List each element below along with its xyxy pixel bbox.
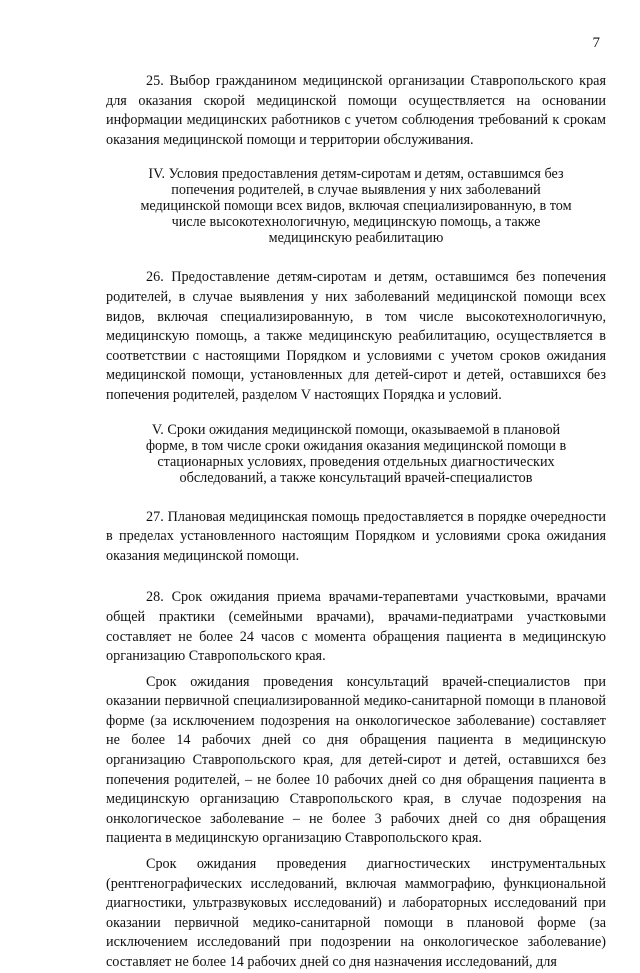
paragraph-28-diagnostics: Срок ожидания проведения диагностических инструментальных (рентгенографических исследований, включая маммографию, функциональной диагностики, ультразвуковых исследований) и лабораторных исследований при оказании первичной медико-санитарной помощи в плановой форме (за исключением исследований при подозрении на онкологическое заболевание) составляет не более 14 рабочих дней со дня назначения исследований, для [106, 856, 606, 970]
paragraph-25: 25. Выбор гражданином медицинской организации Ставропольского края для оказания скорой медицинской помощи осуществляется на основании информации медицинских работников с учетом соблюдения требований к срокам оказания медицинской помощи и территории обслуживания. [106, 73, 606, 148]
paragraph-28: 28. Срок ожидания приема врачами-терапевтами участковыми, врачами общей практики (семейными врачами), врачами-педиатрами участковыми составляет не более 24 часов с момента обращения пациента в медицинскую организацию Ставропольского края. [106, 589, 606, 665]
section-heading-iv: IV. Условия предоставления детям-сиротам и детям, оставшимся без попечения родителей, в случае выявления у них заболеваний медицинской помощи всех видов, включая специализированную, в том числе высокотехнологичную, медицинскую помощь, а также медицинскую реабилитацию [140, 166, 572, 247]
paragraph-27: 27. Плановая медицинская помощь предоставляется в порядке очередности в пределах установленного настоящим Порядком и условиями срока ожидания оказания медицинской помощи. [106, 508, 606, 564]
paragraph-28-consultations: Срок ожидания проведения консультаций врачей-специалистов при оказании первичной специализированной медико-санитарной помощи в плановой форме (за исключением подозрения на онкологическое заболевание) составляет не более 14 рабочих дней со дня обращения пациента в медицинскую организацию Ставропольского края, для детей-сирот и детей, оставшихся без попечения родителей, – не более 10 рабочих дней со дня обращения пациента в медицинскую организацию Ставропольского края, в случае подозрения на онкологическое заболевание – не более 3 рабочих дней со дня обращения пациента в медицинскую организацию Ставропольского края. [106, 673, 606, 847]
section-heading-v: V. Сроки ожидания медицинской помощи, оказываемой в плановой форме, в том числе сроки ожидания оказания медицинской помощи в стационарных условиях, проведения отдельных диагностических обследований, а также консультаций врачей-специалистов [145, 421, 567, 486]
page-number: 7 [592, 35, 600, 51]
paragraph-26: 26. Предоставление детям-сиротам и детям, оставшимся без попечения родителей, в случае выявления у них заболеваний медицинской помощи всех видов, включая специализированную, в том числе высокотехнологичную, медицинскую помощь, а также медицинскую реабилитацию, осуществляется в соответствии с настоящими Порядком и условиями с учетом сроков ожидания медицинской помощи, установленных для детей-сирот и детей, оставшихся без попечения родителей, разделом V настоящих Порядка и условий. [106, 269, 606, 403]
document-body [106, 72, 606, 973]
